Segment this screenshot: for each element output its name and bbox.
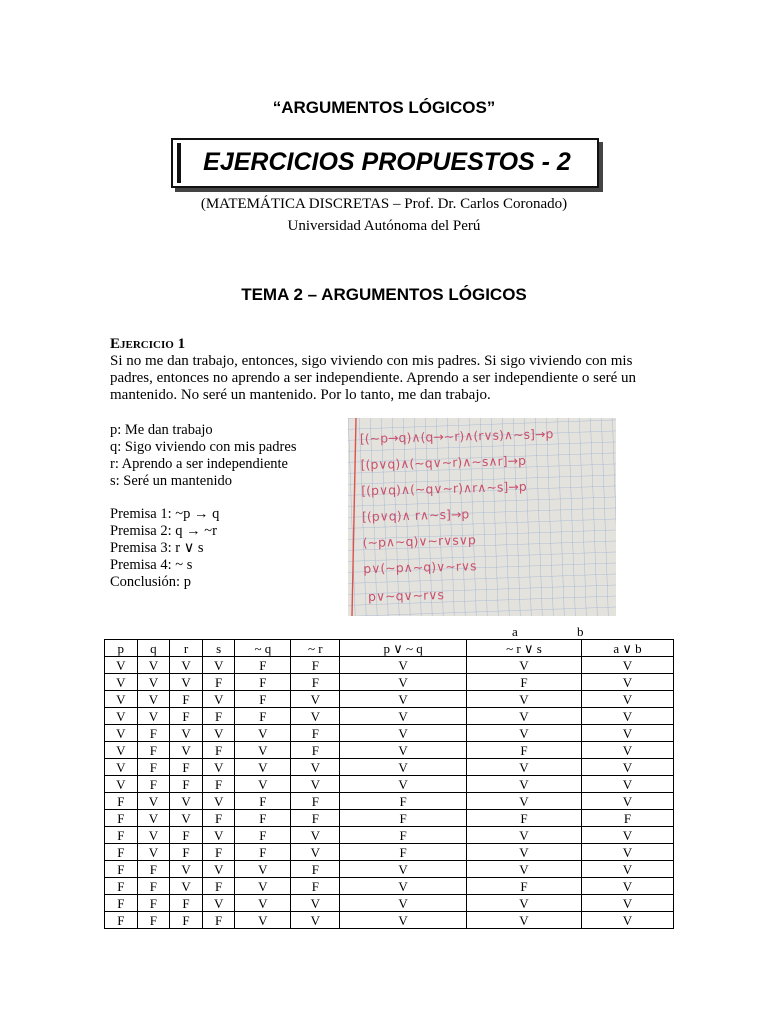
table-row [105, 810, 674, 827]
table-cell: F [170, 691, 203, 708]
table-cell: F [291, 810, 340, 827]
table-cell: F [466, 674, 581, 691]
document-title: “ARGUMENTOS LÓGICOS” [272, 98, 496, 117]
table-cell: F [291, 793, 340, 810]
variable-item: p: Me dan trabajo [110, 422, 213, 438]
table-cell: V [582, 725, 674, 742]
table-cell: F [170, 708, 203, 725]
table-cell: F [105, 861, 138, 878]
table-cell: V [291, 776, 340, 793]
table-cell: F [105, 895, 138, 912]
table-cell: V [582, 793, 674, 810]
table-cell: V [170, 861, 203, 878]
table-cell: F [202, 776, 235, 793]
table-cell: V [582, 674, 674, 691]
table-cell: F [137, 895, 170, 912]
table-cell: V [235, 878, 291, 895]
column-tag-b: b [577, 624, 584, 639]
table-cell: V [291, 844, 340, 861]
table-cell: V [291, 691, 340, 708]
table-cell: V [466, 844, 581, 861]
table-cell: V [202, 861, 235, 878]
table-cell: F [202, 810, 235, 827]
premise-item: Conclusión: p [110, 574, 191, 590]
table-cell: V [466, 827, 581, 844]
exercise-heading [110, 336, 185, 353]
statement-line: padres, entonces no aprendo a ser independiente. Aprendo a ser independiente o seré un [110, 370, 637, 386]
truth-table [104, 639, 674, 929]
table-cell: F [582, 810, 674, 827]
table-cell: F [235, 827, 291, 844]
table-cell: F [105, 878, 138, 895]
university-line: Universidad Autónoma del Perú [287, 218, 481, 234]
table-cell: V [105, 725, 138, 742]
table-cell: F [105, 844, 138, 861]
table-cell: F [202, 674, 235, 691]
table-cell: F [291, 861, 340, 878]
table-cell: V [466, 776, 581, 793]
table-cell: V [105, 776, 138, 793]
table-cell: V [202, 793, 235, 810]
table-cell: V [137, 827, 170, 844]
header-cell: p ∨ ~ q [340, 640, 467, 657]
table-cell: F [340, 810, 467, 827]
table-cell: V [582, 895, 674, 912]
table-row [105, 793, 674, 810]
table-cell: F [105, 827, 138, 844]
table-cell: V [170, 810, 203, 827]
column-tag-a: a [512, 624, 518, 639]
exercise-heading-initial: E [110, 336, 121, 352]
table-cell: V [235, 861, 291, 878]
table-cell: V [582, 708, 674, 725]
table-cell: V [340, 861, 467, 878]
table-cell: V [582, 776, 674, 793]
table-cell: F [202, 844, 235, 861]
handwritten-notes-photo [348, 418, 616, 616]
table-cell: V [137, 657, 170, 674]
table-cell: F [105, 793, 138, 810]
table-cell: F [235, 674, 291, 691]
table-cell: V [340, 895, 467, 912]
header-cell: a ∨ b [582, 640, 674, 657]
table-cell: F [137, 912, 170, 929]
table-cell: V [582, 657, 674, 674]
table-cell: F [170, 759, 203, 776]
table-cell: V [340, 657, 467, 674]
table-cell: V [340, 674, 467, 691]
table-cell: F [137, 776, 170, 793]
table-row [105, 742, 674, 759]
table-cell: V [170, 742, 203, 759]
table-cell: F [235, 691, 291, 708]
table-cell: F [235, 844, 291, 861]
table-cell: V [291, 708, 340, 725]
table-row [105, 759, 674, 776]
table-cell: V [291, 895, 340, 912]
table-cell: V [105, 691, 138, 708]
table-cell: V [582, 912, 674, 929]
table-cell: V [466, 912, 581, 929]
handwritten-line: (~p∧~q)∨~r∨s∨p [362, 532, 477, 551]
table-cell: V [340, 725, 467, 742]
table-cell: V [582, 827, 674, 844]
header-cell: p [105, 640, 138, 657]
table-cell: F [235, 657, 291, 674]
table-cell: V [235, 776, 291, 793]
table-cell: V [582, 742, 674, 759]
table-cell: V [291, 912, 340, 929]
table-row [105, 861, 674, 878]
table-cell: F [170, 844, 203, 861]
statement-line: Si no me dan trabajo, entonces, sigo viviendo con mis padres. Si sigo viviendo con mis [110, 353, 633, 369]
table-cell: V [582, 878, 674, 895]
table-cell: V [466, 657, 581, 674]
statement-line: mantenido. No seré un mantenido. Por lo tanto, me dan trabajo. [110, 387, 491, 403]
table-cell: V [340, 776, 467, 793]
table-cell: V [582, 691, 674, 708]
table-cell: V [202, 827, 235, 844]
header-cell: r [170, 640, 203, 657]
table-cell: V [105, 674, 138, 691]
table-cell: V [235, 895, 291, 912]
table-cell: V [340, 912, 467, 929]
header-cell: ~ r ∨ s [466, 640, 581, 657]
truth-table-header [105, 640, 674, 657]
table-row [105, 827, 674, 844]
table-cell: V [466, 895, 581, 912]
premise-item: Premisa 1: ~p → q [110, 506, 220, 522]
table-cell: V [105, 742, 138, 759]
table-cell: F [202, 878, 235, 895]
table-cell: V [235, 725, 291, 742]
table-cell: V [170, 657, 203, 674]
header-cell: s [202, 640, 235, 657]
table-cell: F [105, 912, 138, 929]
table-cell: V [105, 657, 138, 674]
table-cell: F [291, 878, 340, 895]
table-cell: V [291, 827, 340, 844]
table-cell: V [137, 674, 170, 691]
table-cell: V [235, 759, 291, 776]
premise-item: Premisa 3: r ∨ s [110, 540, 204, 556]
table-cell: V [582, 861, 674, 878]
table-cell: V [466, 708, 581, 725]
table-cell: V [137, 844, 170, 861]
table-cell: V [466, 691, 581, 708]
table-cell: V [170, 793, 203, 810]
table-cell: V [137, 708, 170, 725]
premise-item: Premisa 4: ~ s [110, 557, 193, 573]
variable-item: r: Aprendo a ser independiente [110, 456, 288, 472]
course-line: (MATEMÁTICA DISCRETAS – Prof. Dr. Carlos Coronado) [200, 196, 568, 212]
table-cell: V [466, 725, 581, 742]
table-cell: V [235, 742, 291, 759]
table-cell: V [202, 657, 235, 674]
exercise-heading-number: 1 [173, 336, 186, 352]
table-cell: V [466, 861, 581, 878]
table-cell: V [235, 912, 291, 929]
table-row [105, 878, 674, 895]
table-cell: F [466, 878, 581, 895]
table-cell: V [202, 691, 235, 708]
table-row [105, 912, 674, 929]
table-cell: F [340, 827, 467, 844]
table-cell: V [170, 674, 203, 691]
table-cell: V [105, 708, 138, 725]
table-cell: F [137, 742, 170, 759]
table-cell: V [340, 691, 467, 708]
header-cell: ~ q [235, 640, 291, 657]
premise-list [110, 506, 219, 591]
handwritten-line: p∨~q∨~r∨s [367, 587, 445, 605]
exercise-heading-word: JERCICIO [120, 339, 174, 351]
table-cell: F [170, 895, 203, 912]
table-row [105, 895, 674, 912]
table-row [105, 657, 674, 674]
table-cell: V [340, 742, 467, 759]
table-cell: F [105, 810, 138, 827]
table-cell: F [235, 810, 291, 827]
table-cell: F [137, 759, 170, 776]
table-cell: V [170, 878, 203, 895]
variable-item: s: Seré un mantenido [110, 473, 233, 489]
table-cell: F [170, 827, 203, 844]
notebook-page [348, 418, 616, 616]
table-cell: V [137, 793, 170, 810]
table-cell: F [340, 844, 467, 861]
table-cell: V [202, 725, 235, 742]
table-cell: V [170, 725, 203, 742]
header-cell: ~ r [291, 640, 340, 657]
exercise-statement [110, 353, 665, 404]
table-cell: V [291, 759, 340, 776]
variable-list [110, 422, 296, 490]
table-row [105, 725, 674, 742]
banner-text: EJERCICIOS PROPUESTOS - 2 [177, 143, 593, 183]
handwritten-line: [(p∨q)∧(~q∨~r)∧~s∧r]→p [360, 452, 527, 473]
table-cell: V [340, 878, 467, 895]
table-cell: V [137, 810, 170, 827]
table-cell: V [137, 691, 170, 708]
table-cell: V [105, 759, 138, 776]
table-cell: F [340, 793, 467, 810]
table-cell: V [340, 759, 467, 776]
table-cell: F [137, 725, 170, 742]
table-cell: F [137, 878, 170, 895]
handwritten-line: [(p∨q)∧(~q∨~r)∧r∧~s]→p [361, 478, 527, 499]
table-cell: F [291, 674, 340, 691]
table-cell: V [582, 759, 674, 776]
handwritten-line: p∨(~p∧~q)∨~r∨s [363, 558, 477, 577]
table-cell: F [137, 861, 170, 878]
table-cell: F [466, 810, 581, 827]
table-cell: V [202, 759, 235, 776]
table-row [105, 776, 674, 793]
table-cell: F [291, 657, 340, 674]
handwritten-line: [(p∨q)∧ r∧~s]→p [361, 506, 470, 525]
section-title: TEMA 2 – ARGUMENTOS LÓGICOS [241, 285, 527, 304]
table-row [105, 674, 674, 691]
table-cell: F [466, 742, 581, 759]
truth-table-body [105, 657, 674, 929]
header-cell: q [137, 640, 170, 657]
table-cell: F [202, 742, 235, 759]
table-row [105, 708, 674, 725]
table-cell: F [291, 725, 340, 742]
table-cell: F [170, 776, 203, 793]
table-cell: F [235, 793, 291, 810]
table-cell: V [202, 895, 235, 912]
table-cell: V [466, 793, 581, 810]
exercise-banner [171, 138, 599, 188]
table-cell: F [202, 708, 235, 725]
table-cell: V [582, 844, 674, 861]
table-cell: F [291, 742, 340, 759]
table-row [105, 691, 674, 708]
handwritten-line: [(~p→q)∧(q→~r)∧(r∨s)∧~s]→p [359, 426, 554, 447]
premise-item: Premisa 2: q → ~r [110, 523, 217, 539]
table-cell: V [340, 708, 467, 725]
variable-item: q: Sigo viviendo con mis padres [110, 439, 297, 455]
table-cell: F [235, 708, 291, 725]
table-cell: V [466, 759, 581, 776]
table-row [105, 844, 674, 861]
table-cell: F [170, 912, 203, 929]
table-cell: F [202, 912, 235, 929]
